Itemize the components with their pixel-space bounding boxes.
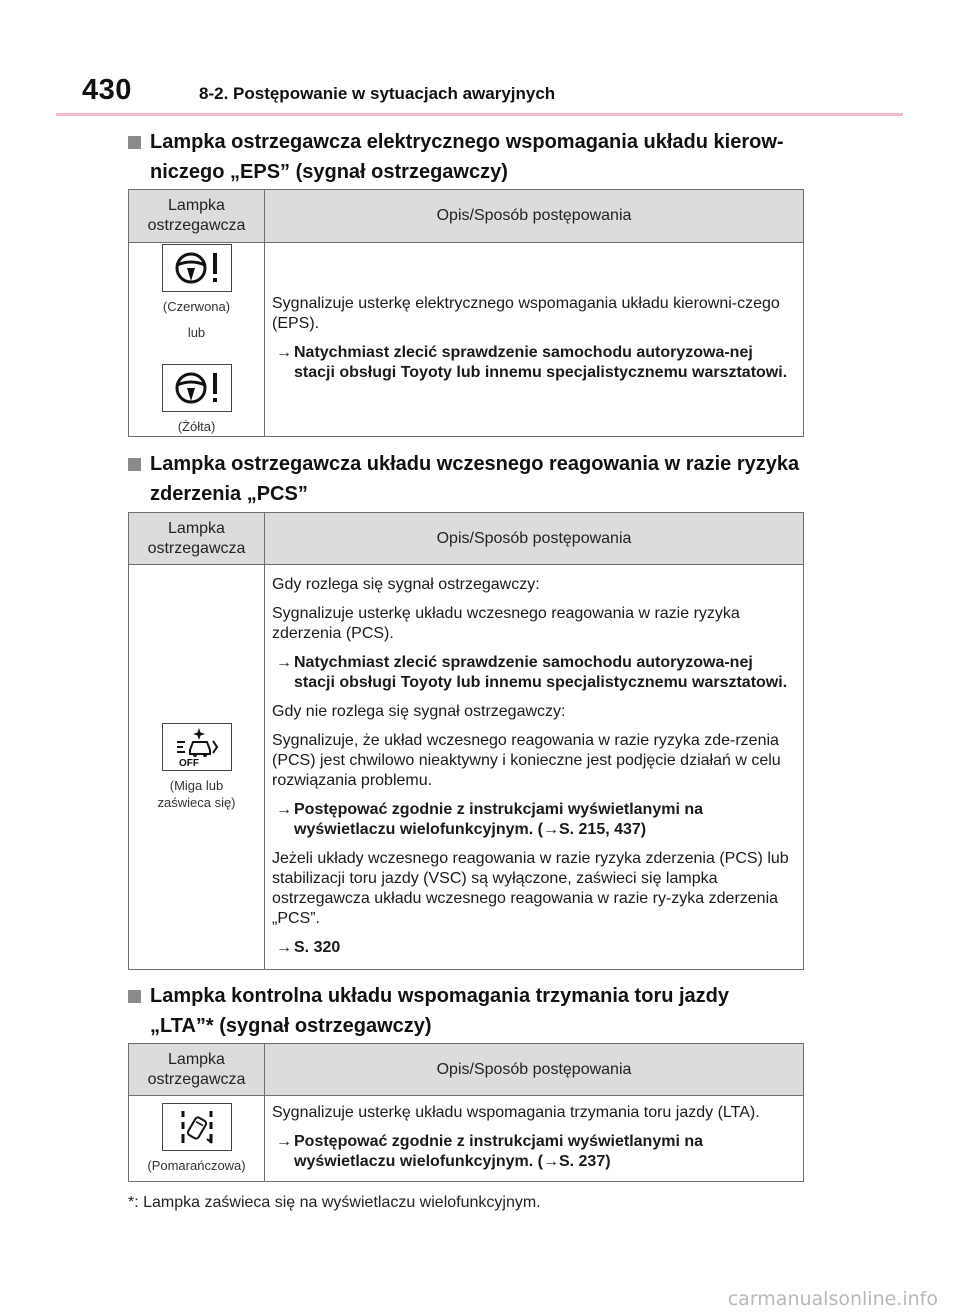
arrow-right-icon: → — [276, 800, 292, 818]
page-number: 430 — [82, 74, 132, 106]
steering-warning-icon — [162, 364, 232, 412]
pcs-off-icon — [162, 723, 232, 771]
page-reference: → S. 320 — [276, 938, 341, 956]
lta-heading: Lampka kontrolna układu wspomagania trzymania toru jazdy „LTA”* (sygnał ostrzegawczy) — [128, 981, 729, 1041]
steering-warning-icon — [162, 244, 232, 292]
col-header-warning-lamp: Lampka ostrzegawcza — [129, 1044, 265, 1096]
lane-tracing-icon — [162, 1103, 232, 1151]
action-instruction: → Natychmiast zlecić sprawdzenie samochodu autoryzowa-nej stacji obsługi Toyoty lub innemu specjalistycznemu warsztatowi. — [276, 653, 788, 691]
square-bullet-icon — [128, 458, 141, 471]
description-cell — [265, 243, 804, 437]
lamp-or-label: lub — [187, 325, 206, 340]
condition-text: Gdy nie rozlega się sygnał ostrzegawczy: — [272, 702, 566, 720]
action-instruction: → Natychmiast zlecić sprawdzenie samochodu autoryzowa-nej stacji obsługi Toyoty lub innemu specjalistycznemu warsztatowi. — [276, 344, 788, 381]
eps-table — [128, 189, 804, 437]
col-header-description: Opis/Sposób postępowania — [265, 513, 804, 565]
header-rule — [56, 113, 903, 116]
square-bullet-icon — [128, 136, 141, 149]
col-header-warning-lamp: Lampka ostrzegawcza — [129, 513, 265, 565]
description-text: Sygnalizuje, że układ wczesnego reagowania w razie ryzyka zde-rzenia (PCS) jest chwilowo nieaktywny i konieczne jest podjęcie działań w celu rozwiązania problemu. — [272, 731, 781, 789]
lamp-cell — [129, 1096, 265, 1182]
watermark: carmanualsonline.info — [727, 1288, 938, 1310]
description-text: Sygnalizuje usterkę układu wspomagania trzymania toru jazdy (LTA). — [272, 1104, 760, 1121]
arrow-right-icon: → — [276, 938, 292, 956]
svg-text:OFF: OFF — [178, 758, 199, 768]
arrow-right-icon: → — [276, 653, 292, 671]
pcs-heading: Lampka ostrzegawcza układu wczesnego reagowania w razie ryzyka zderzenia „PCS” — [128, 449, 799, 509]
footnote: *: Lampka zaświeca się na wyświetlaczu wielofunkcyjnym. — [128, 1194, 541, 1211]
eps-heading: Lampka ostrzegawcza elektrycznego wspomagania układu kierow- niczego „EPS” (sygnał ostrzegawczy) — [128, 127, 784, 187]
col-header-description: Opis/Sposób postępowania — [265, 1044, 804, 1096]
description-text: Sygnalizuje usterkę elektrycznego wspomagania układu kierowni-czego (EPS). — [272, 295, 780, 332]
page-header — [0, 0, 960, 116]
action-instruction: → Postępować zgodnie z instrukcjami wyświetlanymi na wyświetlaczu wielofunkcyjnym. (→S. 215, 437) — [276, 800, 703, 838]
arrow-right-icon: → — [276, 344, 292, 361]
square-bullet-icon — [128, 990, 141, 1003]
col-header-warning-lamp: Lampka ostrzegawcza — [129, 190, 265, 243]
pcs-table — [128, 512, 804, 970]
lamp-caption: (Miga lub zaświeca się) — [157, 778, 236, 810]
description-cell — [265, 565, 804, 970]
description-cell — [265, 1096, 804, 1182]
lamp-cell — [129, 565, 265, 970]
condition-text: Gdy rozlega się sygnał ostrzegawczy: — [272, 575, 540, 593]
lta-table — [128, 1043, 804, 1182]
section-title: 8-2. Postępowanie w sytuacjach awaryjnych — [199, 84, 556, 103]
action-instruction: → Postępować zgodnie z instrukcjami wyświetlanymi na wyświetlaczu wielofunkcyjnym. (→S. 237) — [276, 1133, 703, 1170]
description-text: Sygnalizuje usterkę układu wczesnego reagowania w razie ryzyka zderzenia (PCS). — [272, 604, 740, 642]
lamp-cell — [129, 243, 265, 437]
lamp-caption-red: (Czerwona) — [162, 299, 231, 314]
col-header-description: Opis/Sposób postępowania — [265, 190, 804, 243]
arrow-right-icon: → — [276, 1133, 292, 1150]
description-text: Jeżeli układy wczesnego reagowania w razie ryzyka zderzenia (PCS) lub stabilizacji toru jazdy (VSC) są wyłączone, zaświeci się lampka ostrzegawcza układu wczesnego reagowania w razie ry-zyka zderzenia „PCS”. — [272, 849, 789, 927]
lamp-caption-orange: (Pomarańczowa) — [147, 1158, 246, 1173]
lamp-caption-yellow: (Żółta) — [177, 419, 216, 434]
